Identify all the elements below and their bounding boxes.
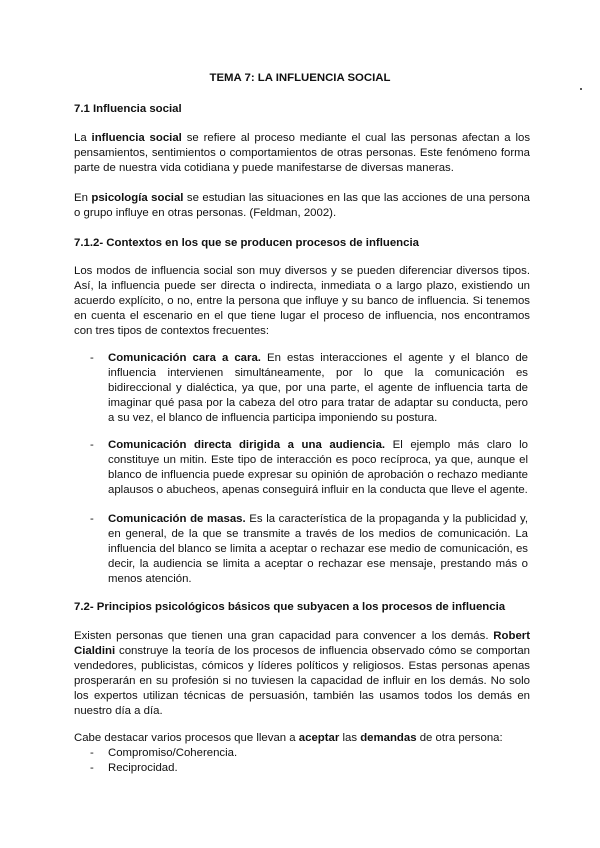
heading-7-1: 7.1 Influencia social [74, 103, 182, 115]
paragraph-procesos [74, 731, 530, 746]
bold-term: Robert Cialdini [74, 630, 530, 657]
text-span: se refiere al proceso mediante el cual las personas afectan a los pensamientos, sentimientos o comportamientos de otras personas. Este fenómeno forma parte de nuestra vida cotidiana y puede manifestarse de diversas maneras. [74, 132, 531, 174]
paragraph-contextos-intro: Los modos de influencia social son muy diversos y se pueden diferenciar diversos tipos. Así, la influencia puede ser directa o indirecta, inmediata o a largo plazo, existiendo un acuerdo explícito, o no, entre la persona que influye y su banco de influencia. Si tenemos en cuenta el escenario en el que tiene lugar el proceso de influencia, nos encontramos con tres tipos de contextos frecuentes: [74, 265, 530, 337]
list-bullet: - [90, 352, 94, 364]
bold-term: Comunicación directa dirigida a una audiencia. [108, 439, 386, 451]
bold-term: Comunicación cara a cara. [108, 352, 261, 364]
list-item-reciprocidad: Reciprocidad. [108, 762, 178, 774]
paragraph-psicologia-social [74, 191, 530, 221]
bold-term: Comunicación de masas. [108, 513, 246, 525]
list-item-cara-a-cara [108, 351, 528, 426]
text-span: las [339, 732, 361, 744]
list-item-compromiso: Compromiso/Coherencia. [108, 747, 238, 759]
paragraph-influencia-social [74, 131, 530, 176]
paragraph-cialdini [74, 629, 530, 719]
bold-term: aceptar [298, 732, 340, 744]
bold-term: psicología social [91, 192, 184, 204]
list-item-masas [108, 512, 528, 587]
list-bullet: - [90, 747, 94, 759]
bold-term: influencia social [91, 132, 182, 144]
document-title: TEMA 7: LA INFLUENCIA SOCIAL [209, 72, 391, 84]
text-span: se estudian las situaciones en las que las acciones de una persona o grupo influye en otras personas. (Feldman, 2002). [74, 192, 530, 219]
text-span: La [74, 132, 92, 144]
list-bullet: - [90, 762, 94, 774]
text-span: construye la teoría de los procesos de influencia observado cómo se comportan vendedores, publicistas, cómicos y líderes políticos y religiosos. Estas personas apenas prosperarán en su profesión si no tuviesen la capacidad de influir en los demás. No solo los expertos utilizan técnicas de persuasión, también las usamos todos los demás en nuestro día a día. [74, 645, 530, 717]
bold-term: demandas [360, 732, 417, 744]
text-span: El ejemplo más claro lo constituye un mitin. Este tipo de interacción es poco recíproca, ya que, aunque el blanco de influencia puede expresar su opinión de aprobación o rechazo mediante aplausos o abucheos, apenas conseguirá influir en la conducta que lleve el agente. [108, 439, 528, 496]
list-bullet: - [90, 513, 94, 525]
text-span: En [74, 192, 92, 204]
heading-7-2: 7.2- Principios psicológicos básicos que subyacen a los procesos de influencia [74, 601, 506, 613]
text-span: de otra persona: [416, 732, 503, 744]
list-bullet: - [90, 439, 94, 451]
text-span: Cabe destacar varios procesos que llevan a [74, 732, 299, 744]
text-span: Existen personas que tienen una gran capacidad para convencer a los demás. [74, 630, 494, 642]
heading-7-1-2: 7.1.2- Contextos en los que se producen procesos de influencia [74, 237, 419, 249]
text-span: En estas interacciones el agente y el blanco de influencia intervienen simultáneamente, por lo que la comunicación es bidireccional y dialéctica, ya que, por una parte, el agente de influencia tarta de imaginar qué pasa por la cabeza del otro para tratar de adaptar su conducta, pero a su vez, el blanco de influencia participa imponiendo su postura. [108, 352, 528, 424]
list-item-audiencia [108, 438, 528, 498]
text-span: Es la característica de la propaganda y la publicidad y, en general, de la que se transmite a través de los medios de comunicación. La influencia del blanco se limita a aceptar o rechazar ese medio de comunicación, es decir, la audiencia se limita a aceptar o rechazar ese mensaje, prestando más o menos atención. [108, 513, 528, 585]
stray-dot-mark [580, 88, 582, 90]
